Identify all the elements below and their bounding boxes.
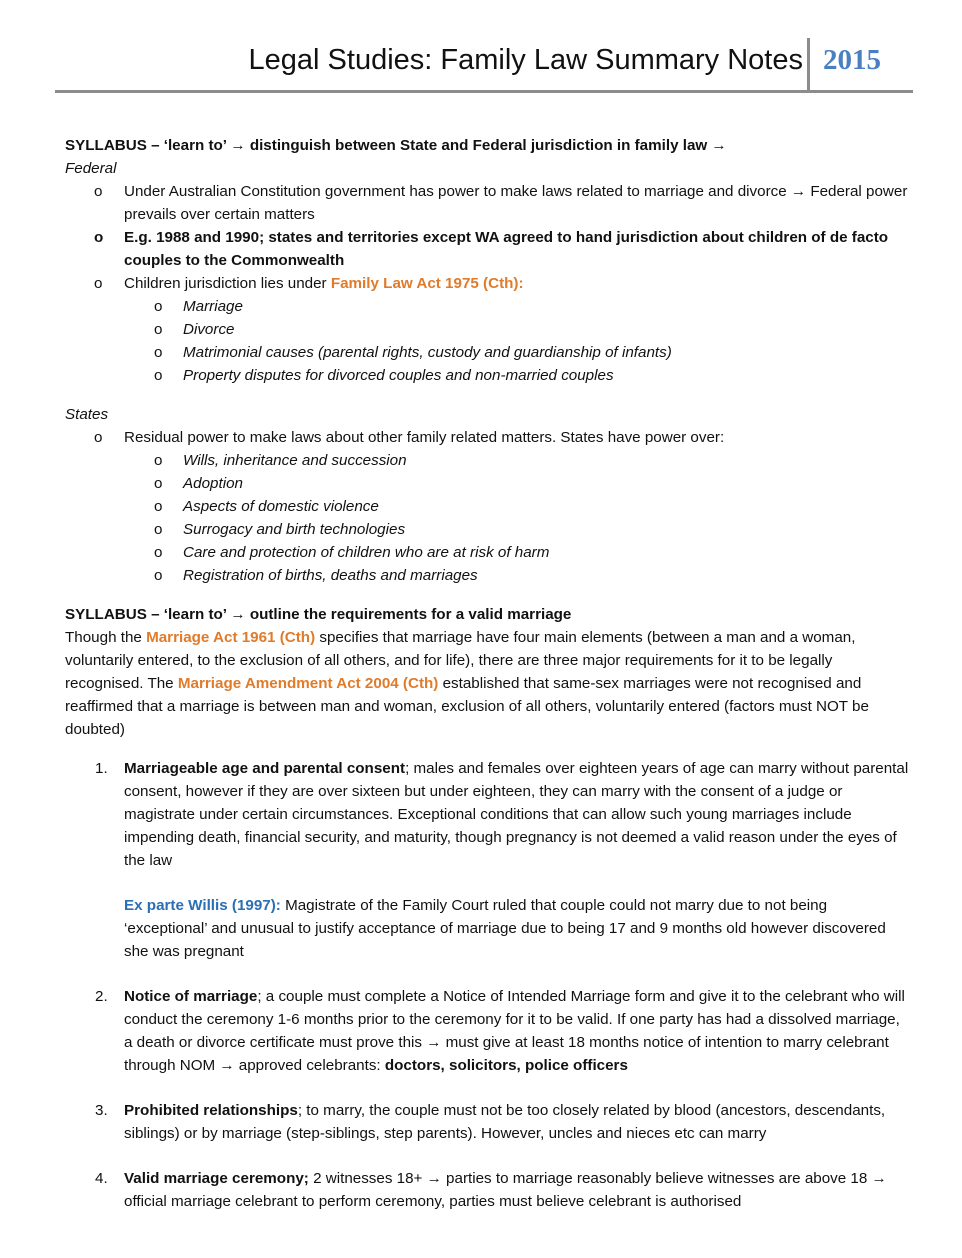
federal-sub-item: o Divorce [65, 318, 910, 341]
marriage-act-reference: Marriage Act 1961 (Cth) [146, 629, 316, 646]
states-sub-item: o Aspects of domestic violence [65, 495, 910, 518]
states-label: States [65, 406, 109, 423]
federal-bullet-3-text: Children jurisdiction lies under [124, 275, 331, 292]
document-title: Legal Studies: Family Law Summary Notes [248, 44, 803, 76]
federal-label: Federal [65, 160, 117, 177]
marriage-amendment-act-reference: Marriage Amendment Act 2004 (Cth) [177, 675, 439, 692]
intro-text: specifies that marriage have four main elements (between a man and a woman, voluntarily entered, to the exclusion of all others, and for life), there are three major requirements for it to be legally recognised. The [65, 629, 856, 692]
requirement-text: ; a couple must complete a Notice of Intended Marriage form and give it to the celebrant who will conduct the ceremony 1-6 months prior to the ceremony for it to be valid. If one party has had a dissolved marriage, a death or divorce certificate must prove this → must give at least 18 months notice of intention to marry celebrant through NOM → approved celebrants: [124, 988, 905, 1074]
requirement-item-3 [65, 1099, 910, 1145]
page-header [55, 36, 913, 93]
federal-bullet-1: o Under Australian Constitution government has power to make laws related to marriage and divorce → Federal power prevails over certain matters [65, 180, 910, 226]
item-number: 2. [95, 988, 108, 1005]
states-sub-item: o Surrogacy and birth technologies [65, 518, 910, 541]
document-body [65, 134, 910, 1213]
federal-bullet-2: o E.g. 1988 and 1990; states and territories except WA agreed to hand jurisdiction about children of de facto couples to the Commonwealth [65, 226, 910, 272]
requirement-title: Notice of marriage [124, 988, 258, 1005]
family-law-act-reference: Family Law Act 1975 (Cth): [330, 275, 524, 292]
header-divider [807, 38, 810, 90]
marriage-intro-paragraph [65, 626, 910, 741]
approved-celebrants: doctors, solicitors, police officers [384, 1057, 628, 1074]
requirement-title: Prohibited relationships [124, 1102, 298, 1119]
requirement-text: 2 witnesses 18+ → parties to marriage reasonably believe witnesses are above 18 → official marriage celebrant to perform ceremony, parties must believe celebrant is authorised [124, 1170, 887, 1210]
case-text: Magistrate of the Family Court ruled that couple could not marry due to not being ‘exceptional’ and unusual to justify acceptance of marriage due to being 17 and 9 months old however discovered she was pregnant [124, 897, 886, 960]
states-sub-item: o Registration of births, deaths and marriages [65, 564, 910, 587]
item-number: 1. [95, 760, 108, 777]
intro-text: Though the [65, 629, 147, 646]
states-sub-item: o Care and protection of children who are at risk of harm [65, 541, 910, 564]
federal-bullet-3 [65, 272, 910, 295]
intro-text: established that same-sex marriages were not recognised and reaffirmed that a marriage is between man and woman, exclusion of all others, voluntarily entered (factors must NOT be doubted) [65, 675, 869, 738]
states-sub-item: o Wills, inheritance and succession [65, 449, 910, 472]
syllabus-heading-marriage: SYLLABUS – ‘learn to’ → outline the requirements for a valid marriage [65, 606, 572, 623]
requirement-item-4 [65, 1167, 910, 1213]
federal-sub-item: o Matrimonial causes (parental rights, custody and guardianship of infants) [65, 341, 910, 364]
requirement-text: ; males and females over eighteen years of age can marry without parental consent, however if they are over sixteen but under eighteen, they can marry with the consent of a judge or magistrate under certain circumstances. Exceptional conditions that can allow such young marriages include impending death, financial security, and maturity, though pregnancy is not deemed a valid reason under the eyes of the law [124, 760, 909, 869]
federal-sub-item: o Property disputes for divorced couples and non-married couples [65, 364, 910, 387]
requirement-text: ; to marry, the couple must not be too closely related by blood (ancestors, descendants, siblings) or by marriage (step-siblings, step parents). However, uncles and nieces etc can marry [124, 1102, 886, 1142]
item-number: 4. [95, 1170, 108, 1187]
syllabus-heading-jurisdiction: SYLLABUS – ‘learn to’ → distinguish between State and Federal jurisdiction in family law → [65, 137, 727, 154]
requirement-title: Marriageable age and parental consent [124, 760, 406, 777]
states-bullet-1: o Residual power to make laws about other family related matters. States have power over: [65, 426, 910, 449]
federal-sub-item: o Marriage [65, 295, 910, 318]
requirement-item-1 [65, 757, 910, 872]
case-name: Ex parte Willis (1997): [124, 897, 281, 914]
case-note [65, 894, 910, 963]
requirement-title: Valid marriage ceremony; [124, 1170, 309, 1187]
states-sub-item: o Adoption [65, 472, 910, 495]
item-number: 3. [95, 1102, 108, 1119]
requirement-item-2 [65, 985, 910, 1077]
document-year: 2015 [823, 44, 881, 76]
